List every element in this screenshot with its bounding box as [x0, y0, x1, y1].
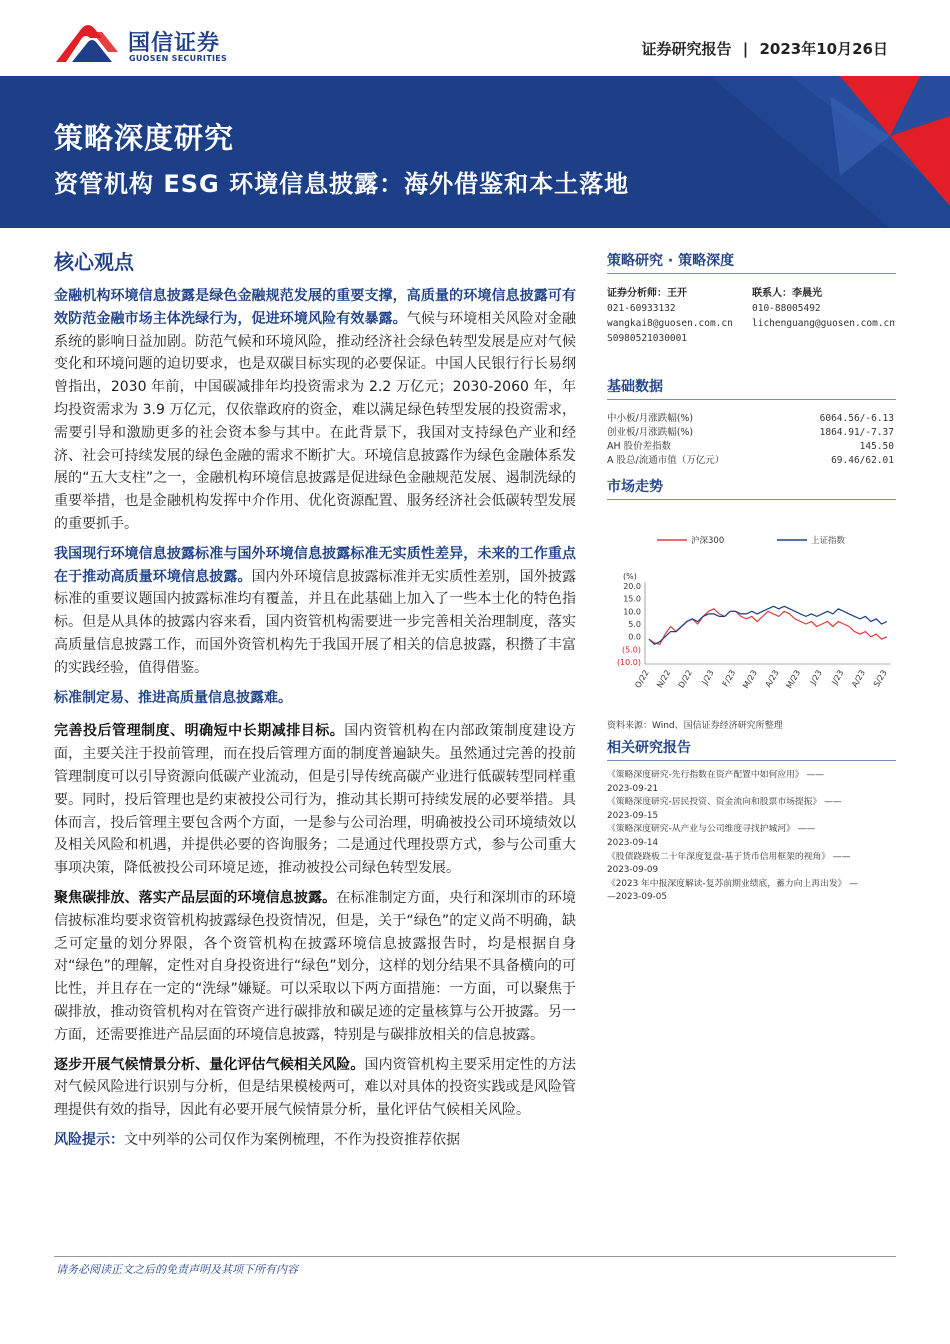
x-tick-label: A/23	[763, 668, 781, 689]
banner-title: 策略深度研究	[54, 121, 235, 155]
contact-email[interactable]: lichenguang@guosen.com.cn	[752, 318, 895, 329]
banner-decoration	[590, 76, 950, 228]
report-type-and-date: 证券研究报告 | 2023年10月26日	[641, 40, 888, 58]
related-reports-title: 相关研究报告	[607, 740, 691, 756]
trend-chart-svg	[607, 502, 896, 714]
analyst-column	[607, 286, 733, 346]
x-tick-label: J/23	[830, 668, 846, 687]
contact-column	[752, 286, 895, 331]
market-trend-title: 市场走势	[607, 479, 663, 495]
related-report-date: 2023-09-09	[607, 865, 659, 876]
sidebar	[607, 250, 896, 905]
x-tick-label: M/23	[741, 668, 759, 691]
basic-data-value: 1864.91/-7.37	[819, 427, 894, 438]
guosen-logo-mark-icon	[52, 22, 122, 66]
x-tick-label: F/23	[720, 668, 738, 689]
basic-data-value: 145.50	[859, 441, 894, 452]
y-tick-label: 0.0	[628, 632, 641, 642]
basic-data-table	[607, 412, 896, 468]
page-header	[0, 0, 950, 76]
x-tick-label: A/23	[850, 668, 868, 689]
title-banner	[0, 76, 950, 228]
y-tick-label: 5.0	[628, 620, 641, 629]
paragraph-4-lead: 完善投后管理制度、明确短中长期减排目标。	[54, 723, 345, 740]
related-report-date: 2023-09-15	[607, 810, 659, 821]
paragraph-3: 标准制定易、推进高质量信息披露难。	[54, 689, 292, 706]
divider	[607, 499, 896, 500]
footer-divider	[54, 1256, 896, 1257]
basic-data-row	[607, 454, 896, 468]
paragraph-4	[54, 720, 576, 880]
divider	[607, 760, 896, 761]
y-axis-label: (%)	[623, 572, 637, 581]
analyst-info	[607, 286, 896, 376]
related-report-title[interactable]: 《策略深度研究-居民投资、资金流向和股票市场提振》 ——	[607, 797, 842, 808]
basic-data-row	[607, 440, 896, 454]
x-tick-label: J/23	[700, 668, 716, 687]
basic-data-label: 中小板/月涨跌幅(%)	[607, 413, 694, 424]
paragraph-5-body: 在标准制定方面，央行和深圳市的环境信披标准均要求资管机构披露绿色投资情况，但是，关于“绿色”的定义尚不明确，缺乏可定量的划分界限，各个资管机构在披露环境信息披露报告时，均是根据自身对“绿色”的理解，定性对自身投资进行“绿色”划分，这样的划分结果不具备横向的可比性，并且存在一定的“洗绿”嫌疑。可以采取以下两方面措施：一方面，可以聚焦于碳排放，推动资管机构对在管资产进行碳排放和碳足迹的定量核算与公开披露。另一方面，还需要推进产品层面的环境信息披露，特别是与碳排放相关的信息披露。	[54, 889, 577, 1043]
risk-label: 风险提示：	[54, 1131, 124, 1148]
footer-disclaimer: 请务必阅读正文之后的免责声明及其项下所有内容	[56, 1263, 298, 1276]
series-line-0	[649, 609, 887, 645]
paragraph-6-body: 国内资管机构主要采用定性的方法对气候风险进行识别与分析，但是结果模棱两可，难以对具体的投资实践或是风险管理提供有效的指导，因此有必要开展气候情景分析，量化评估气候相关风险。	[54, 1056, 577, 1119]
related-report-date: —2023-09-05	[607, 892, 667, 903]
section-title: 核心观点	[54, 250, 134, 274]
contact-phone: 010-88005492	[752, 303, 821, 314]
y-tick-label: (5.0)	[622, 645, 641, 655]
related-report-date: 2023-09-21	[607, 783, 659, 794]
logo-text-cn: 国信证券	[128, 31, 221, 56]
basic-data-row	[607, 412, 896, 426]
x-tick-label: D/22	[676, 668, 695, 690]
paragraph-5	[54, 887, 576, 1047]
market-trend-chart	[607, 502, 896, 714]
related-report-date: 2023-09-14	[607, 837, 659, 848]
basic-data-row	[607, 426, 896, 440]
x-tick-label: S/23	[871, 668, 889, 689]
x-tick-label: J/23	[808, 668, 824, 687]
paragraph-1-body: 气候与环境相关风险对金融系统的影响日益加剧。防范气候和环境风险，推动经济社会绿色转型发展是应对气候变化和环境问题的迫切要求，也是双碳目标实现的必要保证。中国人民银行行长易纲曾指出，2030 年前，中国碳减排年均投资需求为 2.2 万亿元；2030-2060 年，年均投资需求为 3.9 万亿元，仅依靠政府的资金，难以满足绿色转型发展的投资需求，需要引导和激励更多的社会资本参与其中。在此背景下，我国对支持绿色产业和经济、社会可持续发展的绿色金融的需求不断扩大。环境信息披露作为绿色金融体系发展的“五大支柱”之一，金融机构环境信息披露是促进绿色金融规范发展、遏制洗绿的重要举措，也是金融机构发挥中介作用、优化资源配置、服务经济社会低碳转型发展的重要抓手。	[54, 310, 577, 532]
related-reports-list	[607, 769, 896, 905]
risk-warning	[54, 1129, 576, 1152]
paragraph-6-lead: 逐步开展气候情景分析、量化评估气候相关风险。	[54, 1056, 365, 1073]
paragraph-6	[54, 1054, 576, 1122]
logo-text-en: GUOSEN SECURITIES	[129, 54, 228, 63]
legend-label-1: 上证指数	[811, 536, 846, 546]
guosen-logo	[52, 22, 252, 72]
analyst-email[interactable]: wangkai8@guosen.com.cn	[607, 318, 733, 329]
y-tick-label: (10.0)	[616, 658, 641, 667]
paragraph-2-lead: 我国现行环境信息披露标准与国外环境信息披露标准无实质性差异，未来的工作重点在于推动高质量环境信息披露。	[54, 545, 576, 585]
legend-label-0: 沪深300	[691, 536, 725, 546]
core-views-section	[54, 246, 576, 1159]
chart-source: 资料来源：Wind、国信证券经济研究所整理	[607, 721, 783, 731]
banner-subtitle: 资管机构 ESG 环境信息披露：海外借鉴和本土落地	[54, 170, 630, 198]
related-report-title[interactable]: 《股债跷跷板二十年深度复盘-基于货币信用框架的视角》 ——	[607, 851, 851, 862]
basic-data-title: 基础数据	[607, 379, 663, 395]
report-date: 2023年10月26日	[759, 40, 888, 58]
paragraph-2-body: 国内外环境信息披露标准并无实质性差别，国外披露标准的重要议题国内披露标准均有覆盖，并且在此基础上加入了一些本土化的特色指标。但是从具体的披露内容来看，国内资管机构需要进一步完善相关治理制度，落实高质量信息披露工作，而国外资管机构先于我国开展了相关的信息披露，积攒了丰富的实践经验，值得借鉴。	[54, 568, 577, 676]
analyst-name: 证券分析师：王开	[607, 288, 687, 299]
analyst-certificate: S0980521030001	[607, 333, 688, 344]
x-tick-label: O/22	[633, 668, 651, 690]
paragraph-5-lead: 聚焦碳排放、落实产品层面的环境信息披露。	[54, 889, 337, 906]
x-tick-label: M/23	[784, 668, 803, 691]
divider	[607, 399, 896, 400]
x-tick-label: N/22	[655, 668, 673, 690]
paragraph-2	[54, 543, 576, 680]
basic-data-label: AH 股价差指数	[607, 441, 672, 452]
basic-data-label: 创业板/月涨跌幅(%)	[607, 427, 694, 438]
y-tick-label: 20.0	[623, 582, 641, 591]
y-tick-label: 15.0	[623, 594, 641, 604]
paragraph-1-lead: 金融机构环境信息披露是绿色金融规范发展的重要支撑，高质量的环境信息披露可有效防范金融市场主体洗绿行为，促进环境风险有效暴露。	[54, 288, 576, 327]
contact-name: 联系人：李晨光	[752, 288, 822, 299]
related-report-title[interactable]: 《策略深度研究-先行指数在资产配置中如何应用》 ——	[607, 770, 825, 780]
paragraph-4-body: 国内资管机构在内部政策制度建设方面，主要关注于投前管理，而在投后管理方面的制度普遍缺失。虽然通过完善的投前管理制度可以引导资源向低碳产业流动，但是引导传统高碳产业进行低碳转型同样重要。同时，投后管理也是约束被投公司行为，推动其长期可持续发展的必要举措。具体而言，投后管理主要包含两个方面，一是参与公司治理，明确被投公司环境绩效以及相关风险和机遇，并提供必要的咨询服务；二是通过代理投票方式，参与公司重大事项决策，降低被投公司环境足迹，推动被投公司绿色转型发展。	[54, 723, 577, 877]
basic-data-value: 69.46/62.01	[831, 455, 894, 466]
basic-data-value: 6064.56/-6.13	[819, 413, 894, 424]
basic-data-label: A 股总/流通市值（万亿元）	[607, 455, 725, 466]
y-tick-label: 10.0	[623, 607, 641, 617]
sidebar-category: 策略研究 · 策略深度	[607, 253, 735, 269]
analyst-phone: 021-60933132	[607, 303, 676, 314]
risk-text: 文中列举的公司仅作为案例梳理，不作为投资推荐依据	[124, 1131, 460, 1148]
report-type: 证券研究报告	[641, 40, 732, 58]
related-report-title[interactable]: 《2023 年中报深度解读-复苏前期业绩底，蓄力向上再出发》 —	[607, 878, 859, 889]
divider	[607, 273, 896, 274]
related-report-title[interactable]: 《策略深度研究-从产业与公司维度寻找护城河》 ——	[607, 824, 816, 835]
paragraph-1	[54, 285, 576, 536]
